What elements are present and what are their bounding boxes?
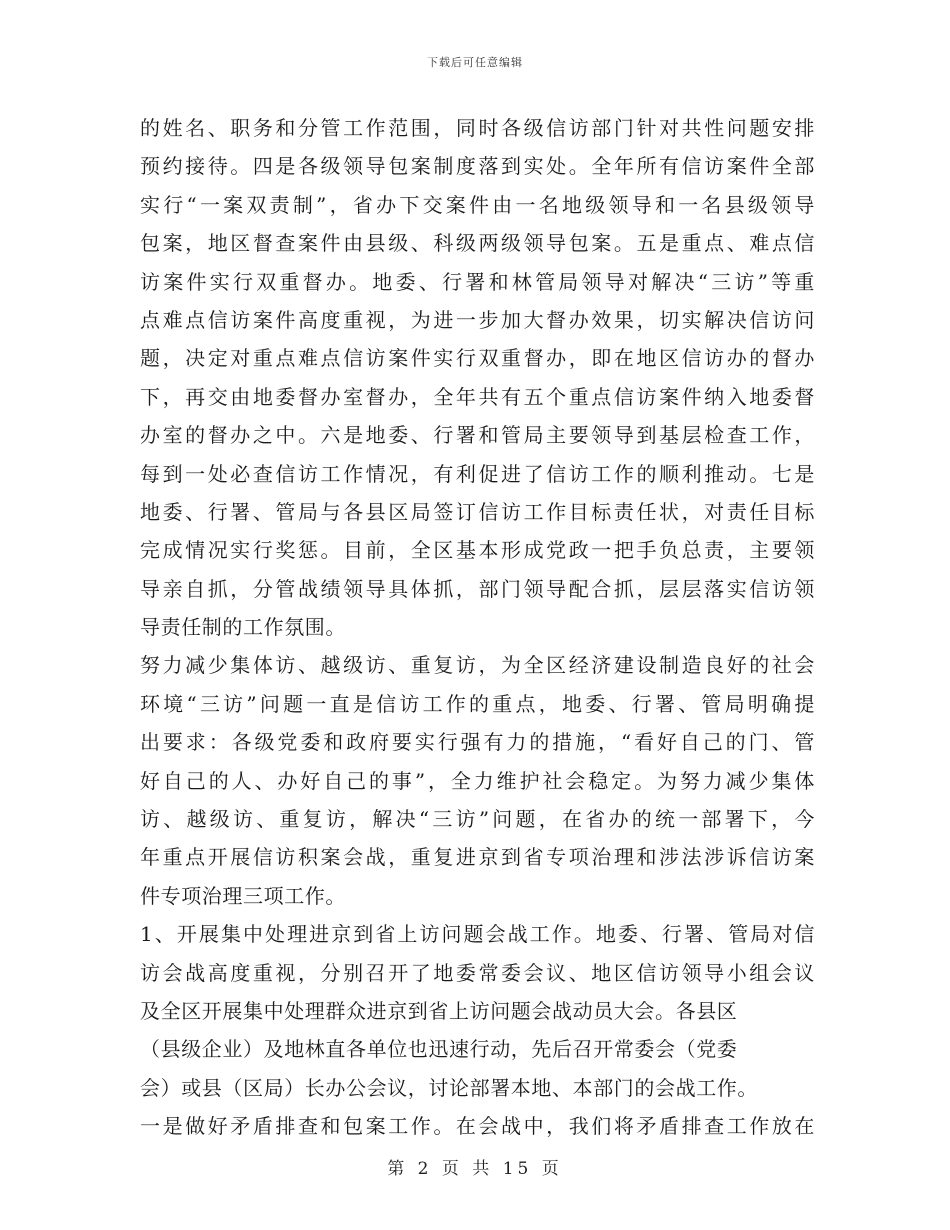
text-line: 访、越级访、重复访，解决“三访”问题，在省办的统一部署下，今 — [140, 807, 815, 832]
body-text — [140, 109, 815, 1146]
text-line: 导亲自抓，分管战绩领导具体抓，部门领导配合抓，层层落实信访领 — [140, 576, 815, 601]
text-line: 办室的督办之中。六是地委、行署和管局主要领导到基层检查工作， — [140, 423, 815, 448]
text-line: 实行“一案双责制”，省办下交案件由一名地级领导和一名县级领导 — [140, 192, 815, 217]
text-line: 地委、行署、管局与各县区局签订信访工作目标责任状，对责任目标 — [140, 499, 815, 524]
text-line: 好自己的人、办好自己的事”，全力维护社会稳定。为努力减少集体 — [140, 768, 815, 793]
text-line: 访会战高度重视，分别召开了地委常委会议、地区信访领导小组会议 — [140, 960, 815, 985]
text-line: 出要求：各级党委和政府要实行强有力的措施，“看好自己的门、管 — [140, 730, 815, 755]
text-line: 题，决定对重点难点信访案件实行双重督办，即在地区信访办的督办 — [140, 346, 815, 371]
text-line: 的姓名、职务和分管工作范围，同时各级信访部门针对共性问题安排 — [140, 116, 815, 140]
text-line: 一是做好矛盾排查和包案工作。在会战中，我们将矛盾排查工作放在 — [140, 1114, 815, 1139]
page-footer: 第 2 页 共 15 页 — [387, 1159, 563, 1179]
text-line: 完成情况实行奖惩。目前，全区基本形成党政一把手负总责，主要领 — [140, 538, 815, 563]
text-line: 及全区开展集中处理群众进京到省上访问题会战动员大会。各县区 — [140, 998, 738, 1023]
text-line: 包案，地区督查案件由县级、科级两级领导包案。五是重点、难点信 — [140, 231, 815, 256]
text-line: （县级企业）及地林直各单位也迅速行动，先后召开常委会（党委 — [140, 1037, 738, 1062]
text-line: 1、开展集中处理进京到省上访问题会战工作。地委、行署、管局对信 — [140, 922, 815, 947]
text-line: 导责任制的工作氛围。 — [140, 615, 346, 640]
text-line: 件专项治理三项工作。 — [140, 883, 346, 908]
text-line: 会）或县（区局）长办公会议，讨论部署本地、本部门的会战工作。 — [140, 1075, 758, 1100]
text-line: 下，再交由地委督办室督办，全年共有五个重点信访案件纳入地委督 — [140, 384, 815, 409]
text-line: 环境“三访”问题一直是信访工作的重点，地委、行署、管局明确提 — [140, 691, 815, 716]
text-line: 访案件实行双重督办。地委、行署和林管局领导对解决“三访”等重 — [140, 269, 815, 294]
text-line: 努力减少集体访、越级访、重复访，为全区经济建设制造良好的社会 — [140, 653, 815, 678]
text-line: 每到一处必查信访工作情况，有利促进了信访工作的顺利推动。七是 — [140, 461, 815, 486]
text-line: 预约接待。四是各级领导包案制度落到实处。全年所有信访案件全部 — [140, 154, 815, 179]
text-line: 点难点信访案件高度重视，为进一步加大督办效果，切实解决信访问 — [140, 307, 815, 332]
text-line: 年重点开展信访积案会战，重复进京到省专项治理和涉法涉诉信访案 — [140, 845, 815, 870]
page-header: 下载后可任意编辑 — [427, 56, 523, 69]
